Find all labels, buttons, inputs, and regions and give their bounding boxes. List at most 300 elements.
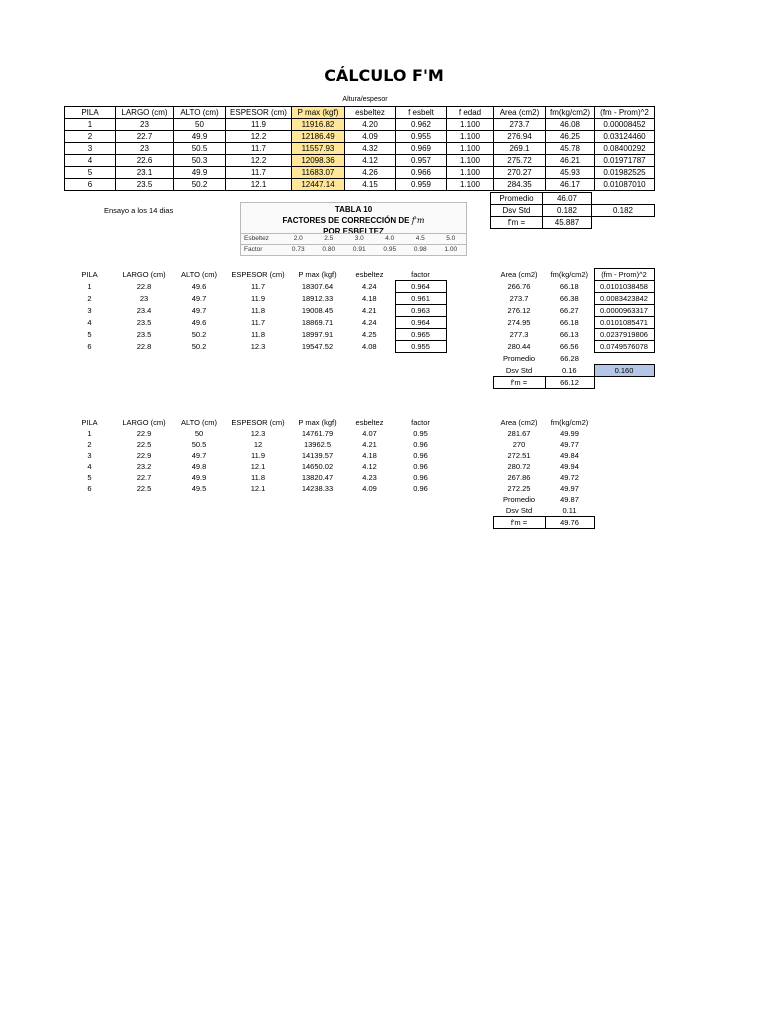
table-cell: 275.72: [494, 155, 546, 167]
table-cell: 5: [87, 473, 92, 482]
table-cell: 4.18: [361, 294, 377, 303]
table-cell: 270: [512, 440, 526, 449]
table-cell: 22.5: [136, 484, 152, 493]
spacer-cell: [64, 353, 115, 365]
spacer-cell: [446, 365, 493, 377]
spacer-cell: [344, 353, 395, 365]
column-header: Area (cm2): [500, 418, 538, 427]
table-cell: 4.12: [345, 155, 396, 167]
column-header: LARGO (cm): [116, 107, 174, 119]
table-cell: 0.96: [413, 440, 428, 449]
column-header: factor: [411, 269, 430, 279]
table-cell: 6: [65, 179, 116, 191]
table-row: [65, 179, 655, 191]
table-cell: 23.5: [136, 330, 152, 339]
table-cell: 4.18: [362, 451, 377, 460]
table-cell: 12: [253, 440, 263, 449]
table-cell: 0.08400292: [595, 143, 655, 155]
table-cell: 1.100: [447, 143, 494, 155]
table-cell: 66.18: [559, 282, 579, 291]
dsv-value: 0.182: [543, 205, 592, 217]
table-cell: 0.966: [396, 167, 447, 179]
table-cell: 4.21: [361, 306, 377, 315]
table-cell: 49.84: [560, 451, 579, 460]
table-cell: 4.24: [361, 282, 377, 291]
spacer-cell: [291, 505, 344, 517]
table-cell: 0.957: [396, 155, 447, 167]
table-cell: 49.8: [191, 462, 207, 471]
table-row: [64, 472, 594, 483]
column-header: ALTO (cm): [181, 270, 217, 279]
table-cell: 6: [87, 484, 92, 493]
ref-cell: 2.0: [283, 234, 314, 245]
spacer-cell: [446, 439, 493, 450]
spacer-cell: [446, 505, 493, 517]
spacer-cell: [225, 494, 291, 505]
table-cell: 11.9: [250, 451, 266, 460]
table-cell: 46.08: [546, 119, 595, 131]
table-cell: 284.35: [494, 179, 546, 191]
fm-symbol: f'm: [411, 216, 425, 225]
table-cell: 12.2: [226, 131, 292, 143]
spacer-cell: [225, 517, 291, 529]
ref-caption-1: TABLA 10: [334, 205, 373, 214]
table-cell: 3: [87, 451, 92, 460]
table-cell: 3: [87, 306, 92, 315]
fm-label: f'm =: [493, 377, 545, 389]
table-cell: 22.6: [116, 155, 174, 167]
test-age-note: Ensayo a los 14 dias: [104, 206, 174, 215]
summary-row: [64, 353, 654, 365]
promedio-label: Promedio: [502, 495, 536, 504]
table-cell: 1.100: [447, 119, 494, 131]
correction-factor-reference: [240, 202, 467, 256]
table-cell: 18912.33: [301, 294, 334, 303]
table-row: [64, 329, 654, 341]
table-cell: 22.8: [136, 342, 152, 351]
table-cell: 11.7: [226, 167, 292, 179]
table-cell: 0.0101038458: [594, 281, 654, 293]
table-cell: 4.20: [345, 119, 396, 131]
spacer-cell: [446, 341, 493, 353]
table-row: [65, 143, 655, 155]
ratio-caption: Altura/espesor: [342, 96, 388, 103]
table-cell: 14139.57: [301, 451, 334, 460]
spacer-cell: [64, 517, 115, 529]
column-header: LARGO (cm): [122, 418, 166, 427]
table-cell: 23: [116, 143, 174, 155]
table-cell: 0.0237919806: [594, 329, 654, 341]
table-cell: 46.21: [546, 155, 595, 167]
table-cell: 6: [87, 342, 92, 351]
spacer-cell: [446, 461, 493, 472]
table-cell: 1.100: [447, 131, 494, 143]
table-cell: 22.7: [136, 473, 152, 482]
fm-label: f'm =: [491, 217, 543, 229]
spacer-cell: [395, 505, 446, 517]
table-cell: 276.94: [494, 131, 546, 143]
ref-cell: 4.0: [375, 234, 406, 245]
spacer-cell: [446, 353, 493, 365]
column-header: (fm - Prom)^2: [595, 107, 655, 119]
table-cell: 49.9: [191, 473, 207, 482]
spacer-cell: [395, 494, 446, 505]
table-cell: 23.1: [116, 167, 174, 179]
table-cell: 12098.36: [292, 155, 345, 167]
column-header: (fm - Prom)^2: [594, 269, 654, 281]
column-header: f edad: [447, 107, 494, 119]
table-cell: 22.8: [136, 282, 152, 291]
spacer-cell: [395, 377, 446, 389]
table-cell: 50: [174, 119, 226, 131]
table-cell: 0.964: [395, 317, 446, 329]
table-row: [65, 131, 655, 143]
column-header: PILA: [81, 418, 98, 427]
table-cell: 49.72: [560, 473, 579, 482]
table-cell: 66.18: [559, 318, 579, 327]
summary-row: [64, 505, 594, 517]
spacer-cell: [446, 450, 493, 461]
promedio-label: Promedio: [502, 354, 536, 363]
table-cell: 13820.47: [301, 473, 334, 482]
table-cell: 4.23: [362, 473, 377, 482]
spacer-cell: [446, 281, 493, 293]
table-cell: 23.4: [136, 306, 152, 315]
table-cell: 22.9: [136, 429, 152, 438]
table-cell: 22.7: [116, 131, 174, 143]
table-row: [64, 428, 594, 439]
spacer-cell: [225, 353, 291, 365]
table-cell: 276.12: [507, 306, 531, 315]
ref-caption-2: FACTORES DE CORRECCIÓN DE f'm: [282, 216, 425, 225]
table-cell: 0.01971787: [595, 155, 655, 167]
table-cell: 12.1: [226, 179, 292, 191]
spacer-cell: [115, 517, 173, 529]
table-cell: 0.969: [396, 143, 447, 155]
table-cell: 277.3: [509, 330, 529, 339]
ref-cell: 0.80: [314, 245, 345, 256]
table-cell: 11683.07: [292, 167, 345, 179]
table-cell: 50.5: [174, 143, 226, 155]
table-cell: 11.8: [250, 306, 266, 315]
table-cell: 4.15: [345, 179, 396, 191]
table-row: [64, 341, 654, 353]
table-cell: 270.27: [494, 167, 546, 179]
table-cell: 5: [87, 330, 92, 339]
spacer-cell: [64, 505, 115, 517]
fm-value: 49.76: [545, 517, 594, 529]
column-header: fm(kg/cm2): [546, 107, 595, 119]
spacer-cell: [115, 365, 173, 377]
dsv-label: Dsv Std: [505, 365, 533, 375]
spacer-cell: [173, 505, 225, 517]
column-header: PILA: [65, 107, 116, 119]
table-row: [65, 167, 655, 179]
column-header: LARGO (cm): [122, 270, 166, 279]
spacer-cell: [225, 377, 291, 389]
table-cell: 49.9: [174, 167, 226, 179]
column-header: ESPESOR (cm): [226, 107, 292, 119]
spacer-cell: [64, 365, 115, 377]
column-header: P max (kgf): [298, 418, 337, 427]
table-cell: 49.94: [560, 462, 579, 471]
spacer-cell: [446, 517, 493, 529]
spacer-cell: [64, 377, 115, 389]
table-header-row: [64, 269, 654, 281]
table-cell: 0.965: [395, 329, 446, 341]
spacer-cell: [395, 517, 446, 529]
spacer-cell: [115, 377, 173, 389]
spacer-cell: [446, 417, 493, 428]
table-cell: 0.95: [413, 429, 428, 438]
spacer-cell: [344, 365, 395, 377]
column-header: f esbelt: [396, 107, 447, 119]
ref-cell: 0.91: [344, 245, 375, 256]
table-cell: 266.76: [507, 282, 531, 291]
table-cell: 4.25: [361, 330, 377, 339]
spacer-cell: [115, 494, 173, 505]
table-cell: 19547.52: [301, 342, 334, 351]
table-cell: 0.955: [396, 131, 447, 143]
spacer-cell: [446, 293, 493, 305]
dsv-label: Dsv Std: [491, 205, 543, 217]
column-header: ESPESOR (cm): [231, 418, 285, 427]
table-cell: 11916.82: [292, 119, 345, 131]
fm-value: 66.12: [545, 377, 594, 389]
page-title: CÁLCULO F'M: [324, 66, 444, 85]
spacer-cell: [344, 494, 395, 505]
table-cell: 11.8: [250, 330, 266, 339]
table-cell: 50.2: [191, 342, 207, 351]
table-cell: 49.99: [560, 429, 579, 438]
spacer-cell: [291, 377, 344, 389]
table-cell: 49.9: [174, 131, 226, 143]
table-cell: 1.100: [447, 155, 494, 167]
table-cell: 0.955: [395, 341, 446, 353]
ref-cell: 1.00: [436, 245, 467, 256]
table-row: [64, 483, 594, 494]
table-cell: 0.959: [396, 179, 447, 191]
promedio-value: 46.07: [543, 193, 592, 205]
table-row: [64, 461, 594, 472]
spacer-cell: [225, 505, 291, 517]
table-cell: 4.07: [362, 429, 377, 438]
table-row: [65, 155, 655, 167]
table-cell: 0.963: [395, 305, 446, 317]
table-cell: 45.78: [546, 143, 595, 155]
table-cell: 0.01982525: [595, 167, 655, 179]
spacer-cell: [446, 483, 493, 494]
table-cell: 50.2: [191, 330, 207, 339]
table-header-row: [64, 417, 594, 428]
spacer-cell: [291, 517, 344, 529]
table-cell: 274.95: [507, 318, 531, 327]
table-cell: 0.961: [395, 293, 446, 305]
table-cell: 49.7: [191, 306, 207, 315]
table-cell: 11.7: [250, 318, 266, 327]
table-cell: 23: [139, 294, 149, 303]
spacer-cell: [446, 472, 493, 483]
table-cell: 50.3: [174, 155, 226, 167]
table-cell: 46.17: [546, 179, 595, 191]
spacer-cell: [225, 365, 291, 377]
table-cell: 66.27: [559, 306, 579, 315]
column-header: ALTO (cm): [174, 107, 226, 119]
spacer-cell: [291, 494, 344, 505]
ref-factor-table: [241, 233, 466, 255]
spacer-cell: [64, 494, 115, 505]
promedio-value: 66.28: [560, 354, 579, 363]
table-cell: 49.6: [191, 318, 207, 327]
table-cell: 49.5: [191, 484, 207, 493]
spacer-cell: [344, 505, 395, 517]
table-cell: 272.25: [507, 484, 531, 493]
spacer-cell: [344, 517, 395, 529]
column-header: esbeltez: [345, 107, 396, 119]
table-cell: 1: [65, 119, 116, 131]
dsv-value-2: 0.182: [592, 205, 655, 217]
table-cell: 14761.79: [301, 429, 334, 438]
table-cell: 1: [87, 282, 92, 291]
table-cell: 0.00008452: [595, 119, 655, 131]
spacer-cell: [446, 269, 493, 281]
table-cell: 66.38: [559, 294, 579, 303]
table-cell: 22.5: [136, 440, 152, 449]
table-cell: 49.77: [560, 440, 579, 449]
fm-label: f'm =: [493, 517, 545, 529]
table-cell: 50: [194, 429, 204, 438]
table-cell: 11.9: [226, 119, 292, 131]
table-cell: 269.1: [494, 143, 546, 155]
table-cell: 4.21: [362, 440, 377, 449]
summary-row: [64, 377, 654, 389]
table-cell: 4.26: [345, 167, 396, 179]
spacer-cell: [446, 494, 493, 505]
table-cell: 0.0749576078: [594, 341, 654, 353]
spacer-cell: [446, 329, 493, 341]
table-cell: 0.0000963317: [594, 305, 654, 317]
column-header: esbeltez: [355, 418, 384, 427]
table-cell: 23.5: [136, 318, 152, 327]
summary-row: [64, 494, 594, 505]
table-cell: 3: [65, 143, 116, 155]
table-cell: 280.44: [507, 342, 531, 351]
table-cell: 49.7: [191, 451, 207, 460]
table-row: [64, 439, 594, 450]
table-cell: 11.8: [250, 473, 266, 482]
table-cell: 50.5: [191, 440, 207, 449]
table-header-row: [65, 107, 655, 119]
spacer-cell: [594, 353, 654, 365]
table-cell: 0.96: [413, 462, 428, 471]
table-cell: 4: [87, 462, 92, 471]
table-cell: 18869.71: [301, 318, 334, 327]
table-cell: 4.08: [361, 342, 377, 351]
table-cell: 11.7: [226, 143, 292, 155]
table-cell: 12186.49: [292, 131, 345, 143]
table-cell: 19008.45: [301, 306, 334, 315]
spacer-cell: [446, 428, 493, 439]
column-header: PILA: [81, 270, 98, 279]
table-cell: 12.3: [250, 429, 266, 438]
spacer-cell: [173, 517, 225, 529]
table-cell: 267.86: [507, 473, 531, 482]
table-cell: 23.5: [116, 179, 174, 191]
table-cell: 4: [65, 155, 116, 167]
table-cell: 11.7: [250, 282, 266, 291]
table-cell: 2: [87, 440, 92, 449]
table-cell: 2: [87, 294, 92, 303]
spacer-cell: [173, 365, 225, 377]
table-cell: 4.12: [362, 462, 377, 471]
table-cell: 23.2: [136, 462, 152, 471]
column-header: fm(kg/cm2): [550, 418, 589, 427]
table-cell: 4.09: [345, 131, 396, 143]
table-row: [64, 450, 594, 461]
table-cell: 0.964: [395, 281, 446, 293]
column-header: ALTO (cm): [181, 418, 217, 427]
spacer-cell: [446, 305, 493, 317]
table-cell: 4: [87, 318, 92, 327]
table-cell: 1: [87, 429, 92, 438]
summary-table-1: [490, 192, 655, 229]
column-header: ESPESOR (cm): [231, 270, 285, 279]
spacer-cell: [115, 505, 173, 517]
ref-caption-3: POR ESBELTEZ: [323, 227, 384, 236]
column-header: Area (cm2): [500, 270, 538, 279]
table-cell: 0.01087010: [595, 179, 655, 191]
table-cell: 12.2: [226, 155, 292, 167]
table-cell: 273.7: [509, 294, 529, 303]
table-cell: 12.1: [250, 462, 266, 471]
table-cell: 1.100: [447, 167, 494, 179]
table-cell: 273.7: [494, 119, 546, 131]
column-header: esbeltez: [355, 270, 384, 279]
table-cell: 0.0101085471: [594, 317, 654, 329]
table-cell: 281.67: [507, 429, 531, 438]
table-cell: 12.3: [250, 342, 266, 351]
table-row: [64, 317, 654, 329]
fm-value: 45.887: [543, 217, 592, 229]
table-cell: 46.25: [546, 131, 595, 143]
table-cell: 0.96: [413, 484, 428, 493]
table-cell: 272.51: [507, 451, 531, 460]
table-cell: 0.03124460: [595, 131, 655, 143]
table-cell: 18307.64: [301, 282, 334, 291]
table-cell: 12.1: [250, 484, 266, 493]
ref-row-label: Factor: [241, 245, 283, 256]
column-header: P max (kgf): [298, 270, 337, 279]
table-cell: 1.100: [447, 179, 494, 191]
ref-cell: 3.0: [344, 234, 375, 245]
ref-cell: 0.95: [375, 245, 406, 256]
table-cell: 4.24: [361, 318, 377, 327]
spacer-cell: [395, 365, 446, 377]
dsv-label: Dsv Std: [505, 506, 533, 515]
ref-cell: 0.73: [283, 245, 314, 256]
column-header: P max (kgf): [292, 107, 345, 119]
table-cell: 49.6: [191, 282, 207, 291]
spacer-cell: [291, 365, 344, 377]
table-row: [64, 281, 654, 293]
dsv-value: 0.11: [562, 506, 577, 515]
table-cell: 5: [65, 167, 116, 179]
table-cell: 280.72: [507, 462, 531, 471]
table-cell: 2: [65, 131, 116, 143]
summary-row: [64, 517, 594, 529]
table-cell: 66.56: [559, 342, 579, 351]
table-cell: 22.9: [136, 451, 152, 460]
